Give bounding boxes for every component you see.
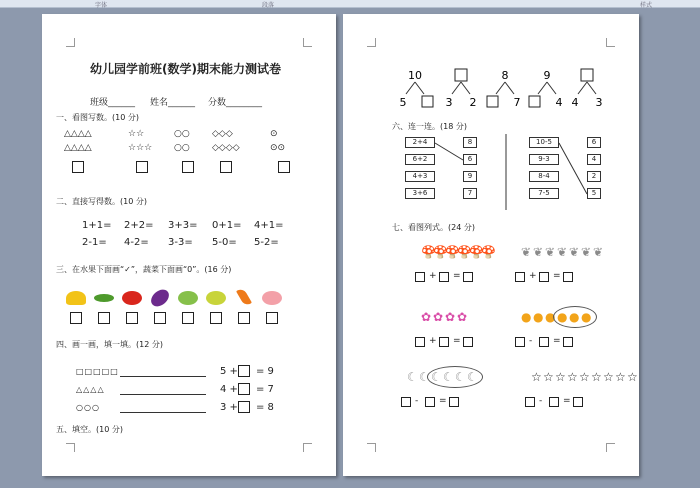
answer-box[interactable] [449, 397, 459, 407]
flower-icon: ✿ [445, 310, 456, 324]
answer-box[interactable] [98, 312, 110, 324]
answer-box[interactable] [401, 397, 411, 407]
mushroom-icon: 🍄 [457, 245, 472, 259]
answer-box[interactable] [238, 401, 250, 413]
chick-icon: ● [581, 310, 592, 324]
number-box[interactable]: 6 [587, 137, 601, 148]
tree-left-number: 4 [571, 96, 579, 109]
answer-box[interactable] [72, 161, 84, 173]
equation-left: 4 + [220, 384, 238, 395]
number-box[interactable]: 4 [587, 154, 601, 165]
answer-box[interactable] [515, 272, 525, 282]
tree-right-number: 7 [513, 96, 521, 109]
answer-box[interactable] [210, 312, 222, 324]
score-field[interactable]: 分数________ [208, 98, 263, 108]
banana-bunch-icon: ☾ [443, 370, 454, 384]
flower-icon: ✿ [421, 310, 432, 324]
bamboo-icon: ❦ [569, 245, 580, 259]
answer-box[interactable] [278, 161, 290, 173]
banana-bunch-icon: ☾ [467, 370, 478, 384]
star-icon: ☆ [603, 370, 614, 384]
carrot-icon [236, 287, 252, 307]
drawing-line [120, 376, 206, 377]
section-6-heading: 六、连一连。(18 分) [392, 122, 467, 131]
equation: 1+1= [82, 220, 112, 231]
equation: 2-1= [82, 237, 107, 248]
equals-sign: = [453, 271, 461, 281]
equation: 0+1= [212, 220, 242, 231]
equation: 4-2= [124, 237, 149, 248]
mushroom-icon: 🍄 [469, 245, 484, 259]
number-box[interactable]: 7 [463, 188, 477, 199]
star-icon: ☆ [579, 370, 590, 384]
left-page [42, 14, 336, 476]
equals-sign: = [563, 396, 571, 406]
banana-bunch-icon: ☾ [455, 370, 466, 384]
operator: - [415, 396, 419, 406]
tree-left-number: 5 [399, 96, 407, 109]
mushroom-icon: 🍄 [421, 245, 436, 259]
chick-icon: ● [521, 310, 532, 324]
answer-box[interactable] [238, 365, 250, 377]
shape-row: ⊙⊙ [270, 143, 286, 153]
operator: + [529, 271, 537, 281]
operator: - [529, 336, 533, 346]
number-box[interactable]: 2 [587, 171, 601, 182]
flower-icon: ✿ [457, 310, 468, 324]
operator: - [539, 396, 543, 406]
section-5-heading: 五、填空。(10 分) [56, 425, 123, 434]
bamboo-icon: ❦ [533, 245, 544, 259]
mushroom-icon: 🍄 [445, 245, 460, 259]
corner-mark [303, 443, 312, 452]
answer-box[interactable] [463, 337, 473, 347]
shape-row: ○○○ [76, 403, 100, 412]
answer-box[interactable] [563, 337, 573, 347]
answer-box[interactable] [220, 161, 232, 173]
match-line [559, 143, 587, 194]
expression-box[interactable]: 3+6 [405, 188, 435, 199]
shape-row: △△△△ [64, 143, 92, 153]
number-box[interactable]: 9 [463, 171, 477, 182]
class-field[interactable]: 班级______ [90, 98, 136, 108]
banana-bunch-icon: ☾ [419, 370, 430, 384]
equation: 5-0= [212, 237, 237, 248]
equation-right: = 9 [256, 366, 274, 377]
expression-box[interactable]: 6+2 [405, 154, 435, 165]
answer-box[interactable] [182, 312, 194, 324]
corner-mark [66, 443, 75, 452]
answer-box[interactable] [539, 272, 549, 282]
tree-top-number: 8 [501, 69, 509, 82]
answer-box[interactable] [425, 397, 435, 407]
tree-right-number: 2 [469, 96, 477, 109]
answer-box[interactable] [439, 272, 449, 282]
pear-icon [206, 291, 226, 305]
shape-row: ◇◇◇◇ [212, 143, 240, 153]
banana-icon [66, 291, 86, 305]
equation-right: = 8 [256, 402, 274, 413]
answer-box[interactable] [126, 312, 138, 324]
answer-box[interactable] [463, 272, 473, 282]
shape-row: ☆☆☆ [128, 143, 153, 153]
equals-sign: = [553, 336, 561, 346]
section-2-heading: 二、直接写得数。(10 分) [56, 197, 147, 206]
operator: + [429, 336, 437, 346]
name-field[interactable]: 姓名______ [150, 98, 196, 108]
tree-top-number: 9 [543, 69, 551, 82]
answer-box[interactable] [136, 161, 148, 173]
expression-box[interactable]: 2+4 [405, 137, 435, 148]
number-box[interactable]: 6 [463, 154, 477, 165]
star-icon: ☆ [555, 370, 566, 384]
banana-bunch-icon: ☾ [407, 370, 418, 384]
grouping-ellipse [553, 306, 597, 328]
answer-box[interactable] [266, 312, 278, 324]
star-icon: ☆ [567, 370, 578, 384]
ruler-label-style: 样式 [640, 2, 653, 9]
answer-box[interactable] [154, 312, 166, 324]
cabbage-icon [178, 291, 198, 305]
shape-row: ○○ [174, 129, 190, 139]
answer-box[interactable] [549, 397, 559, 407]
answer-box[interactable] [525, 397, 535, 407]
star-icon: ☆ [591, 370, 602, 384]
bamboo-icon: ❦ [521, 245, 532, 259]
operator: + [429, 271, 437, 281]
answer-box[interactable] [515, 337, 525, 347]
mushroom-icon: 🍄 [433, 245, 448, 259]
equation-left: 5 + [220, 366, 238, 377]
section-1-heading: 一、看图写数。(10 分) [56, 113, 139, 122]
answer-box[interactable] [563, 272, 573, 282]
section-3-heading: 三、在水果下面画“✓”，蔬菜下面画“0”。(16 分) [56, 265, 232, 274]
number-box[interactable]: 8 [463, 137, 477, 148]
mushroom-icon: 🍄 [481, 245, 496, 259]
corner-mark [606, 443, 615, 452]
grouping-ellipse [427, 366, 483, 388]
flower-icon: ✿ [433, 310, 444, 324]
tree-top-number: 10 [408, 69, 422, 82]
chick-icon: ● [533, 310, 544, 324]
answer-box[interactable] [238, 383, 250, 395]
star-icon: ☆ [543, 370, 554, 384]
bamboo-icon: ❦ [581, 245, 592, 259]
peach-icon [262, 291, 282, 305]
answer-box[interactable] [439, 337, 449, 347]
ruler [0, 0, 700, 8]
equation: 5-2= [254, 237, 279, 248]
expression-box[interactable]: 7-5 [529, 188, 559, 199]
shape-row: ⊙ [270, 129, 278, 139]
expression-box[interactable]: 4+3 [405, 171, 435, 182]
shape-row: △△△△ [64, 129, 92, 139]
shape-row: ◇◇◇ [212, 129, 233, 139]
shape-row: ○○ [174, 143, 190, 153]
cucumber-icon [94, 294, 114, 302]
shape-row: △△△△ [76, 385, 105, 394]
corner-mark [367, 443, 376, 452]
answer-box[interactable] [539, 337, 549, 347]
answer-box[interactable] [182, 161, 194, 173]
equals-sign: = [453, 336, 461, 346]
tree-left-number: 3 [445, 96, 453, 109]
match-line [435, 143, 463, 160]
bamboo-icon: ❦ [545, 245, 556, 259]
answer-box[interactable] [415, 337, 425, 347]
expression-box[interactable]: 10-5 [529, 137, 559, 148]
right-page [343, 14, 639, 476]
answer-box[interactable] [415, 272, 425, 282]
section-7-heading: 七、看图列式。(24 分) [392, 223, 475, 232]
equation-right: = 7 [256, 384, 274, 395]
equals-sign: = [553, 271, 561, 281]
chick-icon: ● [569, 310, 580, 324]
ruler-label-paragraph: 段落 [262, 2, 275, 9]
banana-bunch-icon: ☾ [431, 370, 442, 384]
equation: 3-3= [168, 237, 193, 248]
answer-box[interactable] [238, 312, 250, 324]
drawing-line [120, 394, 206, 395]
star-icon: ☆ [615, 370, 626, 384]
matching-lines [343, 14, 639, 214]
corner-mark [303, 38, 312, 47]
ruler-label-font: 字体 [95, 2, 108, 9]
section-4-heading: 四、画一画，填一填。(12 分) [56, 340, 163, 349]
tree-right-number: 4 [555, 96, 563, 109]
drawing-line [120, 412, 206, 413]
expression-box[interactable]: 8-4 [529, 171, 559, 182]
shape-row: ☆☆ [128, 129, 145, 139]
answer-box[interactable] [573, 397, 583, 407]
star-icon: ☆ [627, 370, 638, 384]
bamboo-icon: ❦ [593, 245, 604, 259]
equation-left: 3 + [220, 402, 238, 413]
shape-row: □□□□□ [76, 367, 119, 376]
expression-box[interactable]: 9-3 [529, 154, 559, 165]
equation: 4+1= [254, 220, 284, 231]
tree-right-number: 3 [595, 96, 603, 109]
answer-box[interactable] [70, 312, 82, 324]
eggplant-icon [148, 286, 172, 310]
equation: 3+3= [168, 220, 198, 231]
star-icon: ☆ [531, 370, 542, 384]
chick-icon: ● [557, 310, 568, 324]
apple-icon [122, 291, 142, 305]
number-box[interactable]: 5 [587, 188, 601, 199]
page-title: 幼儿园学前班(数学)期末能力测试卷 [90, 62, 281, 76]
bamboo-icon: ❦ [557, 245, 568, 259]
equals-sign: = [439, 396, 447, 406]
equation: 2+2= [124, 220, 154, 231]
corner-mark [66, 38, 75, 47]
chick-icon: ● [545, 310, 556, 324]
